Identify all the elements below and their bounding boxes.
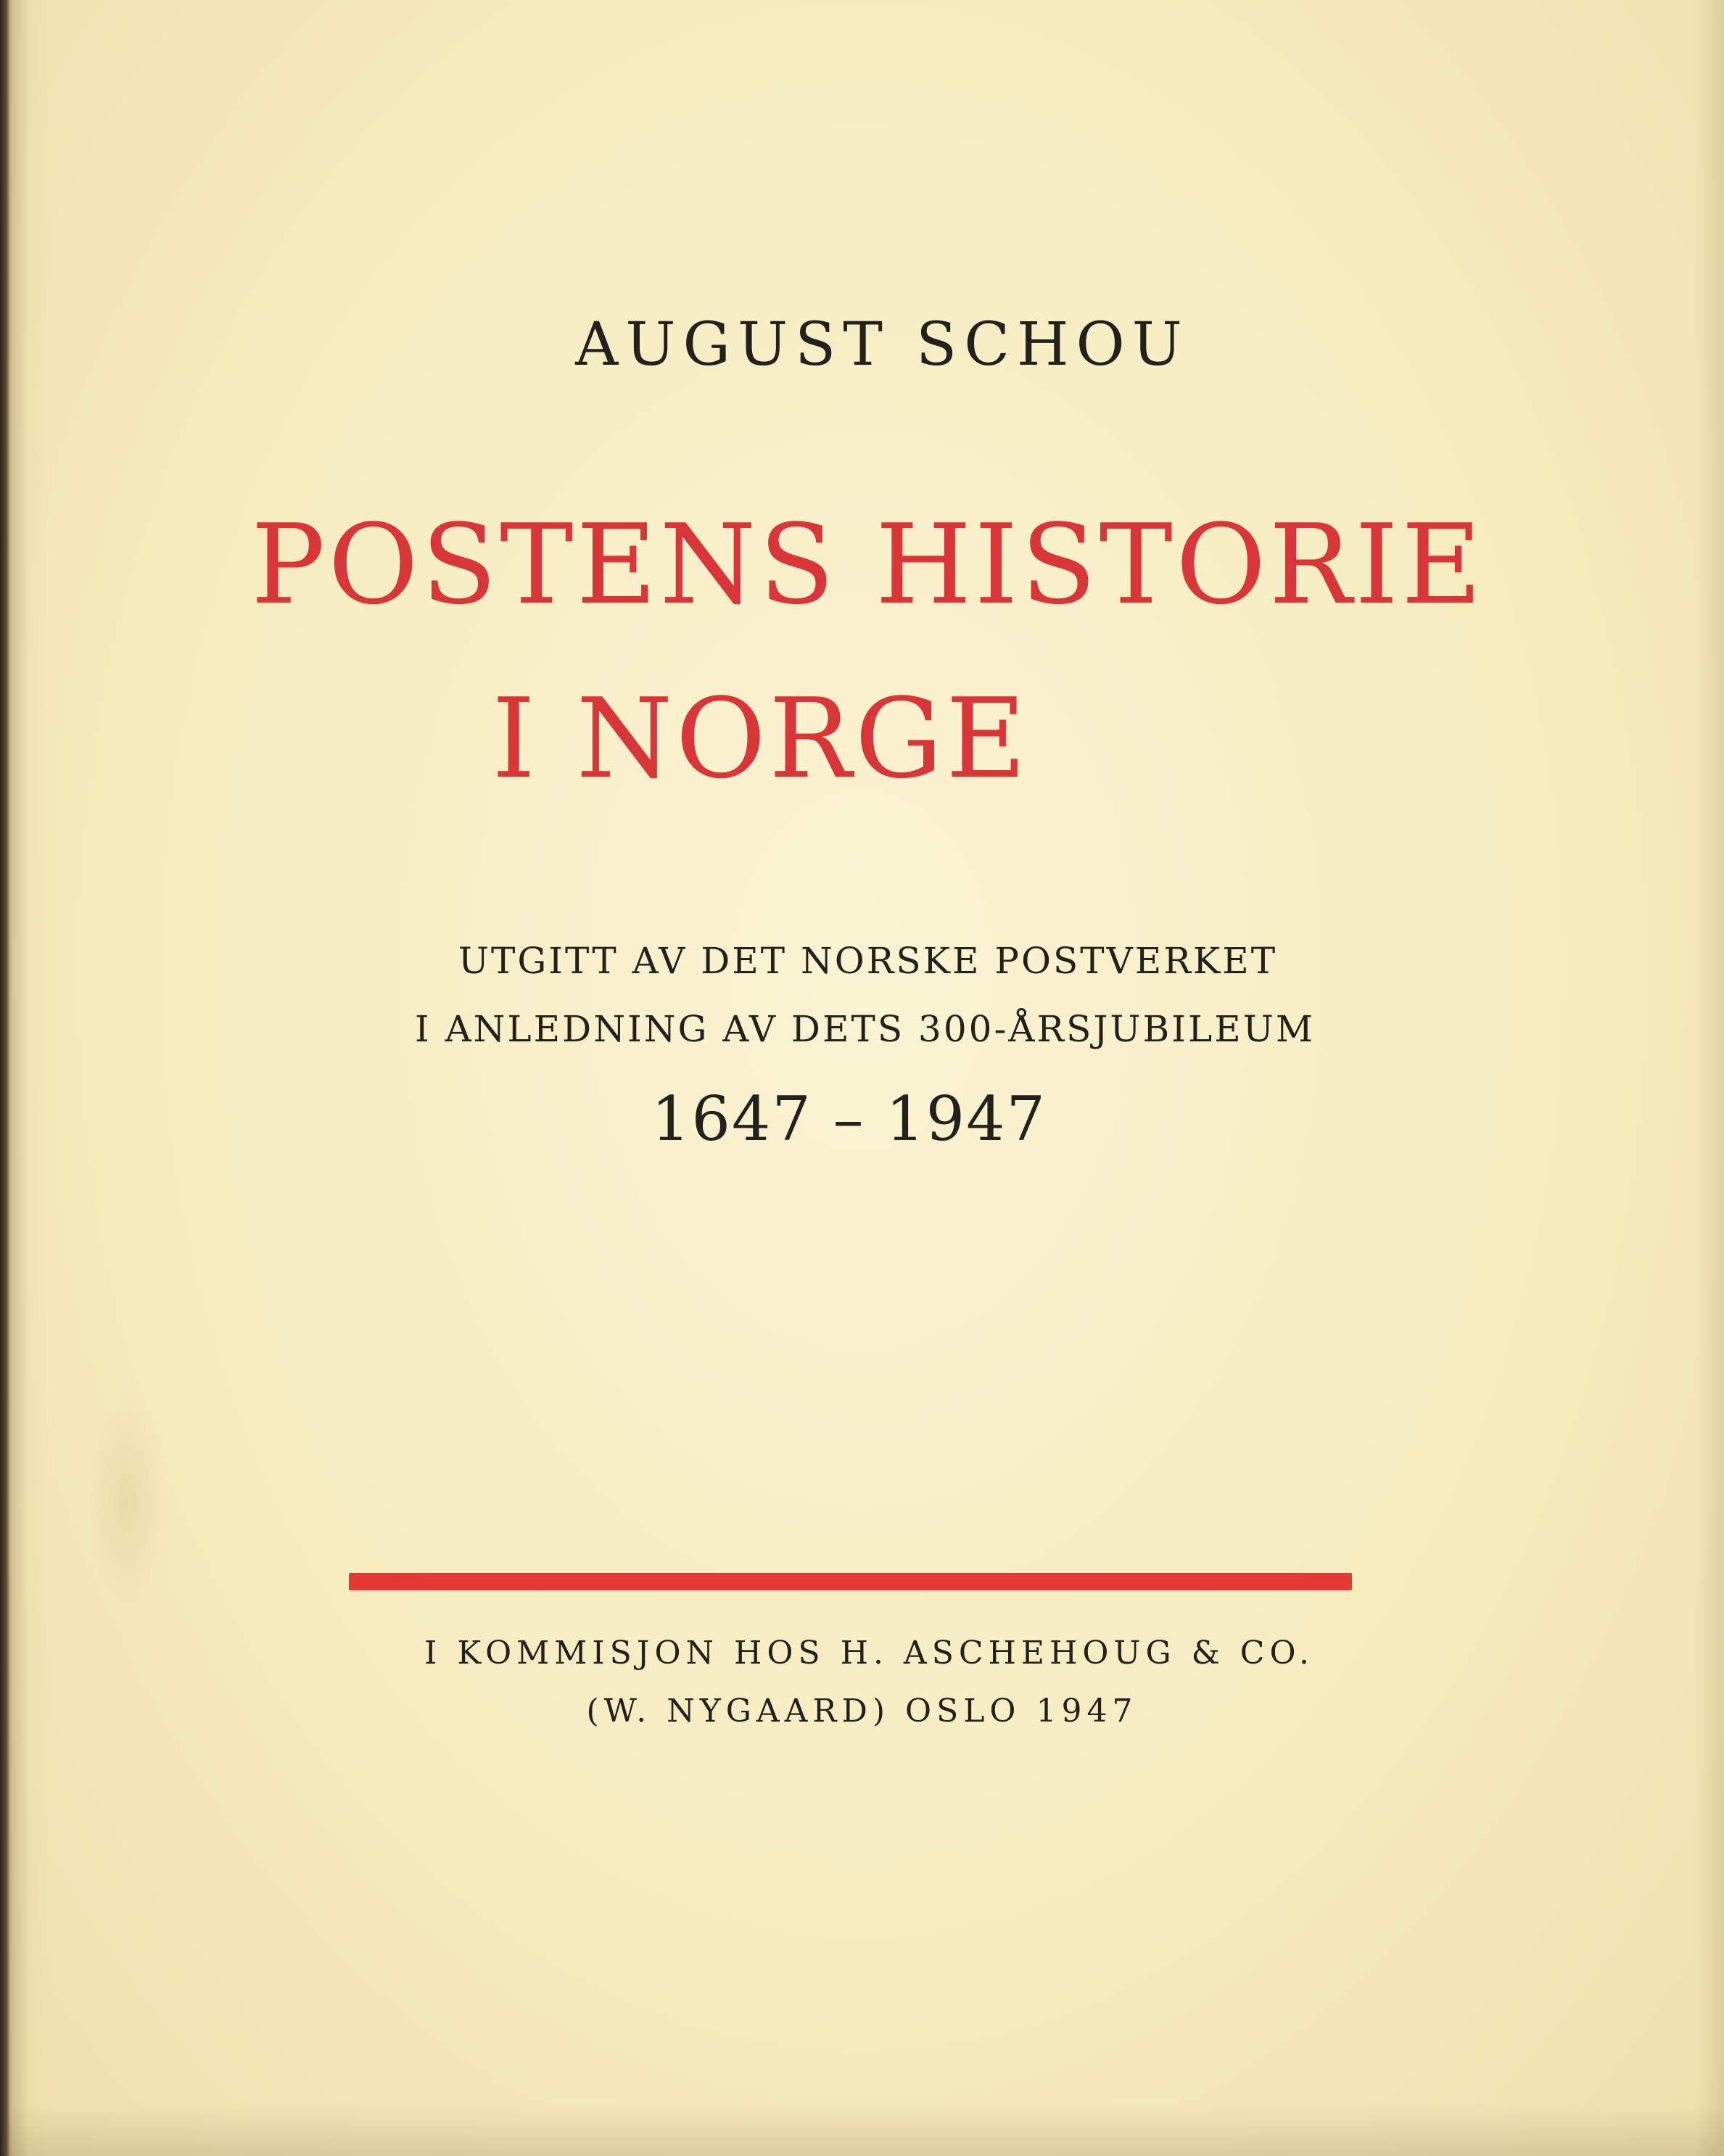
- title-line-1: POSTENS HISTORIE: [251, 500, 1485, 629]
- subtitle-line-2: I ANLEDNING AV DETS 300-ÅRSJUBILEUM: [414, 1008, 1316, 1050]
- spine-edge: [0, 0, 10, 2156]
- paper-stain: [87, 1392, 167, 1610]
- publisher-line-1: I KOMMISJON HOS H. ASCHEHOUG & CO.: [424, 1635, 1314, 1672]
- title-line-2: I NORGE: [492, 674, 1029, 803]
- subtitle-line-1: UTGITT AV DET NORSKE POSTVERKET: [458, 940, 1278, 982]
- anniversary-years: 1647 – 1947: [651, 1083, 1047, 1155]
- publisher-line-2: (W. NYGAARD) OSLO 1947: [586, 1693, 1138, 1730]
- red-divider-rule: [349, 1573, 1352, 1590]
- author-name: AUGUST SCHOU: [575, 310, 1189, 379]
